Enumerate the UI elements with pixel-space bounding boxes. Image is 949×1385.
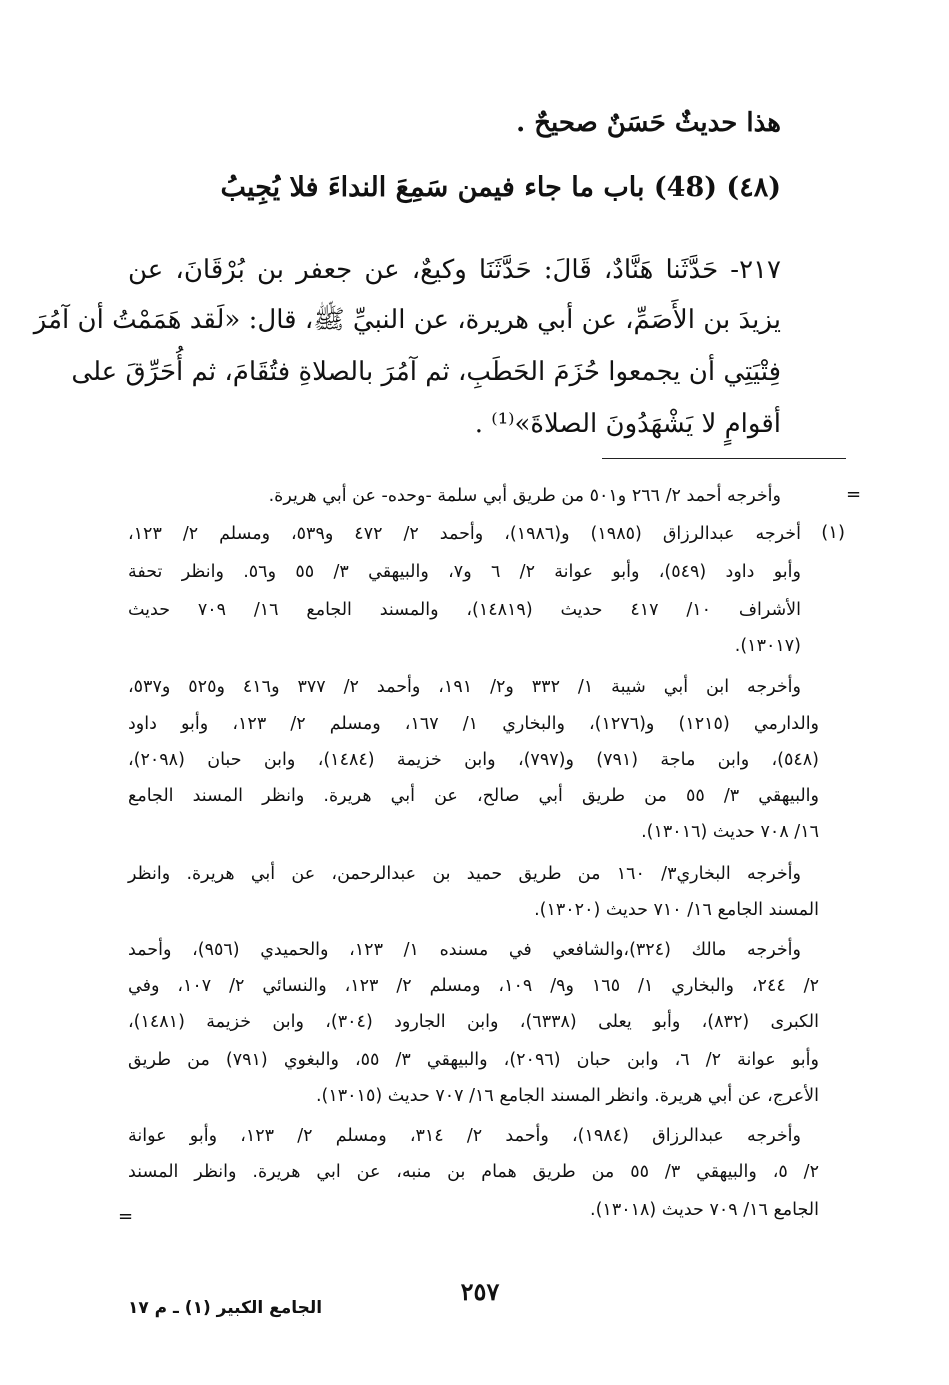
footnote-line: (٥٤٨)، وابن ماجة (٧٩١) و(٧٩٧)، وابن خزيمة (١٤٨٤)، وابن حبان (٢٠٩٨)، xyxy=(128,750,819,770)
footnote-line: الأعرج، عن أبي هريرة. وانظر المسند الجامع ١٦/ ٧٠٧ حديث (١٣٠١٥). xyxy=(315,1086,819,1106)
footnote-line: ١٦/ ٧٠٨ حديث (١٣٠١٦). xyxy=(641,822,819,842)
footnote-line: والدارمي (١٢١٥) و(١٢٧٦)، والبخاري ١/ ١٦٧، ومسلم ٢/ ١٢٣، وأبو داود xyxy=(128,714,820,734)
footnote-line: أخرجه عبدالرزاق (١٩٨٥) و(١٩٨٦)، وأحمد ٢/ ٤٧٢ و٥٣٩، ومسلم ٢/ ١٢٣، xyxy=(128,524,801,544)
footnote-line: ٢/ ٢٤٤، والبخاري ١/ ١٦٥ و٩/ ١٠٩، ومسلم ٢/ ١٢٣، والنسائي ٢/ ١٠٧، وفي xyxy=(128,976,819,996)
hadith-line: أقوامٍ لا يَشْهَدُونَ الصلاةَ»⁽¹⁾ . xyxy=(474,409,781,439)
footnote-line: الكبرى (٨٣٢)، وأبو يعلى (٦٣٣٨)، وابن الجارود (٣٠٤)، وابن خزيمة (١٤٨١)، xyxy=(128,1012,819,1032)
intro-text: هذا حديثٌ حَسَنٌ صحيحٌ . xyxy=(516,108,781,138)
footnote-line: وأخرجه عبدالرزاق (١٩٨٤)، وأحمد ٢/ ٣١٤، ومسلم ٢/ ١٢٣، وأبو عوانة xyxy=(128,1126,801,1146)
footnote-line: وأخرجه البخاري٣/ ١٦٠ من طريق حميد بن عبدالرحمن، عن أبي هريرة. وانظر xyxy=(128,864,801,884)
footnote-line: وأبو داود (٥٤٩)، وأبو عوانة ٢/ ٦ و٧، والبيهقي ٣/ ٥٥ و٥٦. وانظر تحفة xyxy=(128,562,801,582)
footnote-line: وأخرجه أحمد ٢/ ٢٦٦ و٥٠١ من طريق أبي سلمة -وحده- عن أبي هريرة. xyxy=(268,486,781,506)
footnote-line: وأخرجه ابن أبي شيبة ١/ ٣٣٢ و٢/ ١٩١، وأحمد ٢/ ٣٧٧ و٤١٦ و٥٢٥ و٥٣٧، xyxy=(128,677,801,697)
end-marker: = xyxy=(118,1206,134,1227)
hadith-line: يزيدَ بن الأَصَمِّ، عن أبي هريرة، عن النبيِّ ﷺ، قال: «لَقد هَمَمْتُ أن آمُرَ xyxy=(33,305,781,335)
footer-signature: الجامع الكبير (١) ـ م ١٧ xyxy=(128,1298,323,1318)
hadith-line: فِتْيَتِي أن يجمعوا حُزَمَ الحَطَبِ، ثم آمُرَ بالصلاةِ فتُقَامَ، ثم أُحَرِّقَ على xyxy=(71,357,781,387)
footnote-separator xyxy=(602,458,846,459)
page-number: ٢٥٧ xyxy=(460,1277,500,1306)
continuation-marker: = xyxy=(846,484,862,505)
footnote-line: وأخرجه مالك (٣٢٤)،والشافعي في مسنده ١/ ١٢٣، والحميدي (٩٥٦)، وأحمد xyxy=(128,940,801,960)
footnote-line: وأبو عوانة ٢/ ٦، وابن حبان (٢٠٩٦)، والبيهقي ٣/ ٥٥، والبغوي (٧٩١) من طريق xyxy=(128,1050,819,1070)
footnote-line: الأشراف ١٠/ ٤١٧ حديث (١٤٨١٩)، والمسند الجامع ١٦/ ٧٠٩ حديث xyxy=(128,600,801,620)
footnote-line: المسند الجامع ١٦/ ٧١٠ حديث (١٣٠٢٠). xyxy=(534,900,819,920)
footnote-line: الجامع ١٦/ ٧٠٩ حديث (١٣٠١٨). xyxy=(590,1200,819,1220)
footnote-line: والبيهقي ٣/ ٥٥ من طريق أبي صالح، عن أبي هريرة. وانظر المسند الجامع xyxy=(128,786,819,806)
footnote-number: (١) xyxy=(821,522,845,543)
footnote-line: ٢/ ٥، والبيهقي ٣/ ٥٥ من طريق همام بن منبه، عن ابي هريرة. وانظر المسند xyxy=(128,1162,819,1182)
footnote-line: (١٣٠١٧). xyxy=(734,636,801,656)
hadith-line: ٢١٧- حَدَّثَنا هَنَّادٌ، قَالَ: حَدَّثَنَا وكيعٌ، عن جعفر بن بُرْقَانَ، عن xyxy=(128,255,781,285)
chapter-heading: (٤٨) (48) باب ما جاء فيمن سَمِعَ النداءَ فلا يُجِيبُ xyxy=(220,172,781,203)
